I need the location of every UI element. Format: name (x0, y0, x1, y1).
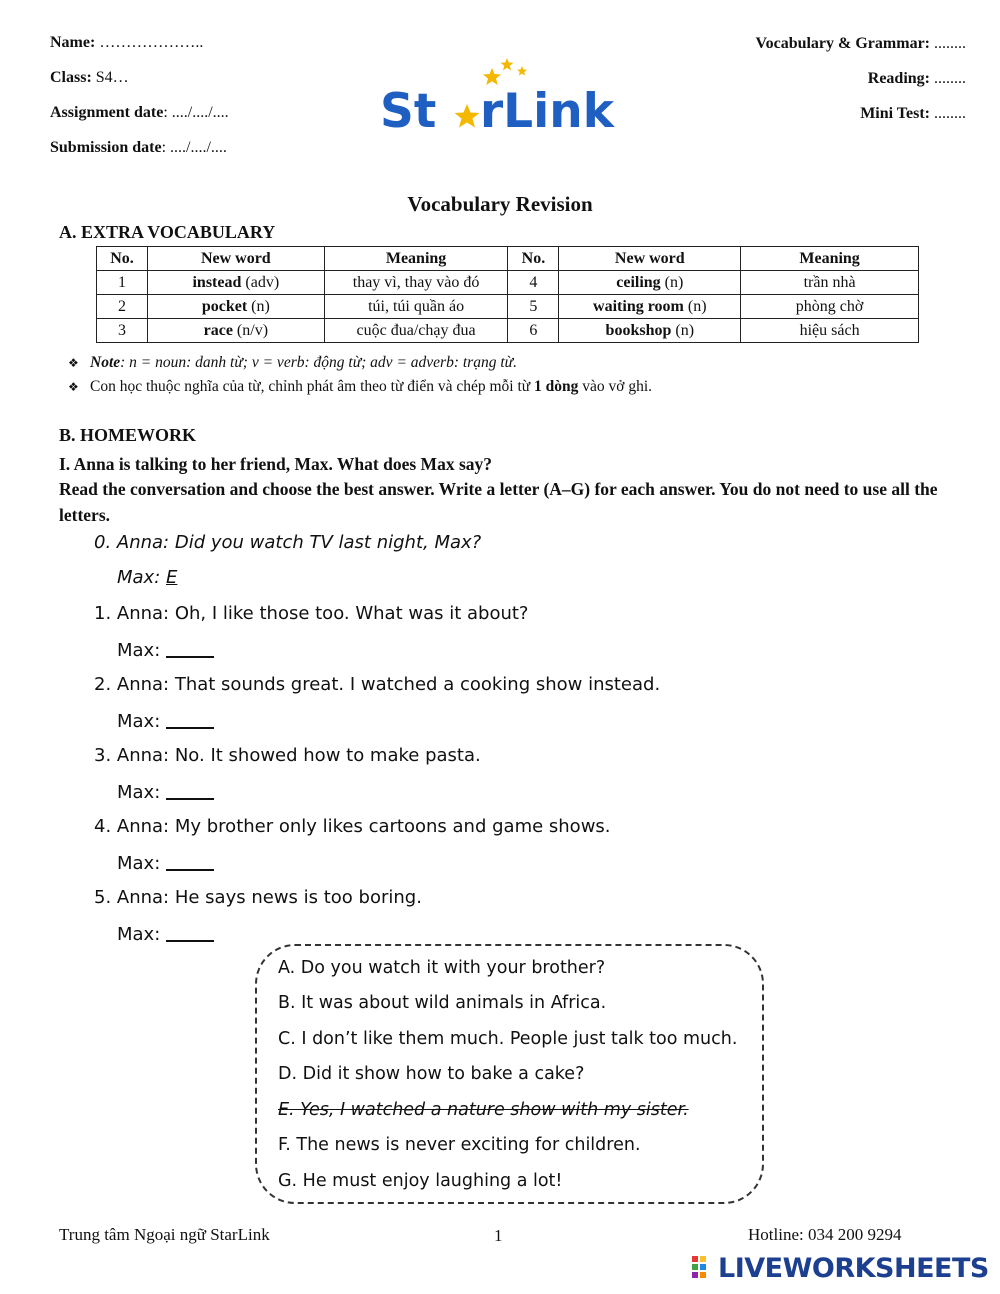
option-f: F. The news is never exciting for children. (278, 1135, 641, 1155)
col-header: No. (508, 247, 559, 271)
example-answer-line: Max: E (117, 567, 178, 588)
table-row: 3 race (n/v) cuộc đua/chạy đua 6 bookshop (n) hiệu sách (97, 319, 919, 343)
col-header: Meaning (741, 247, 919, 271)
option-c: C. I don’t like them much. People just talk too much. (278, 1029, 738, 1049)
col-header: New word (559, 247, 741, 271)
answer-blank-5[interactable] (166, 922, 214, 942)
question-1: 1. Anna: Oh, I like those too. What was it about? (94, 603, 529, 624)
answer-blank-2[interactable] (166, 709, 214, 729)
option-a: A. Do you watch it with your brother? (278, 958, 606, 978)
vocabulary-table (96, 246, 919, 343)
answer-line-3: Max: (117, 780, 214, 803)
vocab-grammar-score: Vocabulary & Grammar: ........ (755, 35, 966, 52)
answer-line-4: Max: (117, 851, 214, 874)
study-instruction-line: ❖ Con học thuộc nghĩa của từ, chỉnh phát âm theo từ điển và chép mỗi từ 1 dòng vào vở ghi. (68, 378, 653, 395)
question-4: 4. Anna: My brother only likes cartoons and game shows. (94, 816, 611, 837)
svg-text:St: St (380, 84, 437, 138)
mini-test-score: Mini Test: ........ (860, 105, 966, 122)
question-5: 5. Anna: He says news is too boring. (94, 887, 422, 908)
answer-line-5: Max: (117, 922, 214, 945)
table-row: 1 instead (adv) thay vì, thay vào đó 4 ceiling (n) trần nhà (97, 271, 919, 295)
option-g: G. He must enjoy laughing a lot! (278, 1171, 563, 1191)
col-header: New word (147, 247, 324, 271)
liveworksheets-wordmark: LIVEWORKSHEETS (718, 1253, 989, 1284)
name-line: Name: ……………….. (50, 34, 204, 51)
question-3: 3. Anna: No. It showed how to make pasta. (94, 745, 481, 766)
col-header: Meaning (324, 247, 508, 271)
answer-blank-1[interactable] (166, 638, 214, 658)
note-line: ❖ Note: n = noun: danh từ; v = verb: động từ; adv = adverb: trạng từ. (68, 354, 517, 371)
option-b: B. It was about wild animals in Africa. (278, 993, 607, 1013)
table-header-row (97, 247, 919, 271)
answer-line-2: Max: (117, 709, 214, 732)
col-header: No. (97, 247, 148, 271)
section-a-heading: A. EXTRA VOCABULARY (59, 222, 276, 242)
footer-hotline: Hotline: 034 200 9294 (748, 1225, 902, 1244)
example-answer: E (166, 567, 178, 588)
part-one-instruction: Read the conversation and choose the best answer. Write a letter (A–G) for each answer. You do not need to use all the letters. (59, 479, 938, 525)
submission-date-line: Submission date: ..../..../.... (50, 139, 227, 156)
section-b-heading: B. HOMEWORK (59, 425, 197, 445)
question-2: 2. Anna: That sounds great. I watched a cooking show instead. (94, 674, 661, 695)
class-line: Class: S4… (50, 69, 129, 86)
page-title: Vocabulary Revision (407, 192, 593, 216)
answer-blank-3[interactable] (166, 780, 214, 800)
liveworksheets-grid-icon (692, 1256, 714, 1280)
option-d: D. Did it show how to bake a cake? (278, 1064, 585, 1084)
example-question: 0. Anna: Did you watch TV last night, Max? (94, 532, 482, 553)
diamond-bullet-icon: ❖ (68, 380, 79, 394)
reading-score: Reading: ........ (867, 70, 966, 87)
starlink-logo (380, 58, 620, 138)
page-number: 1 (494, 1226, 503, 1245)
footer-center-name: Trung tâm Ngoại ngữ StarLink (59, 1225, 270, 1244)
svg-text:rLink: rLink (480, 84, 614, 138)
answer-blank-4[interactable] (166, 851, 214, 871)
assignment-date-line: Assignment date: ..../..../.... (50, 104, 229, 121)
table-row: 2 pocket (n) túi, túi quần áo 5 waiting room (n) phòng chờ (97, 295, 919, 319)
answer-line-1: Max: (117, 638, 214, 661)
option-e-used: E. Yes, I watched a nature show with my sister. (278, 1100, 689, 1120)
diamond-bullet-icon: ❖ (68, 356, 79, 370)
part-one-title: I. Anna is talking to her friend, Max. What does Max say? (59, 454, 493, 474)
